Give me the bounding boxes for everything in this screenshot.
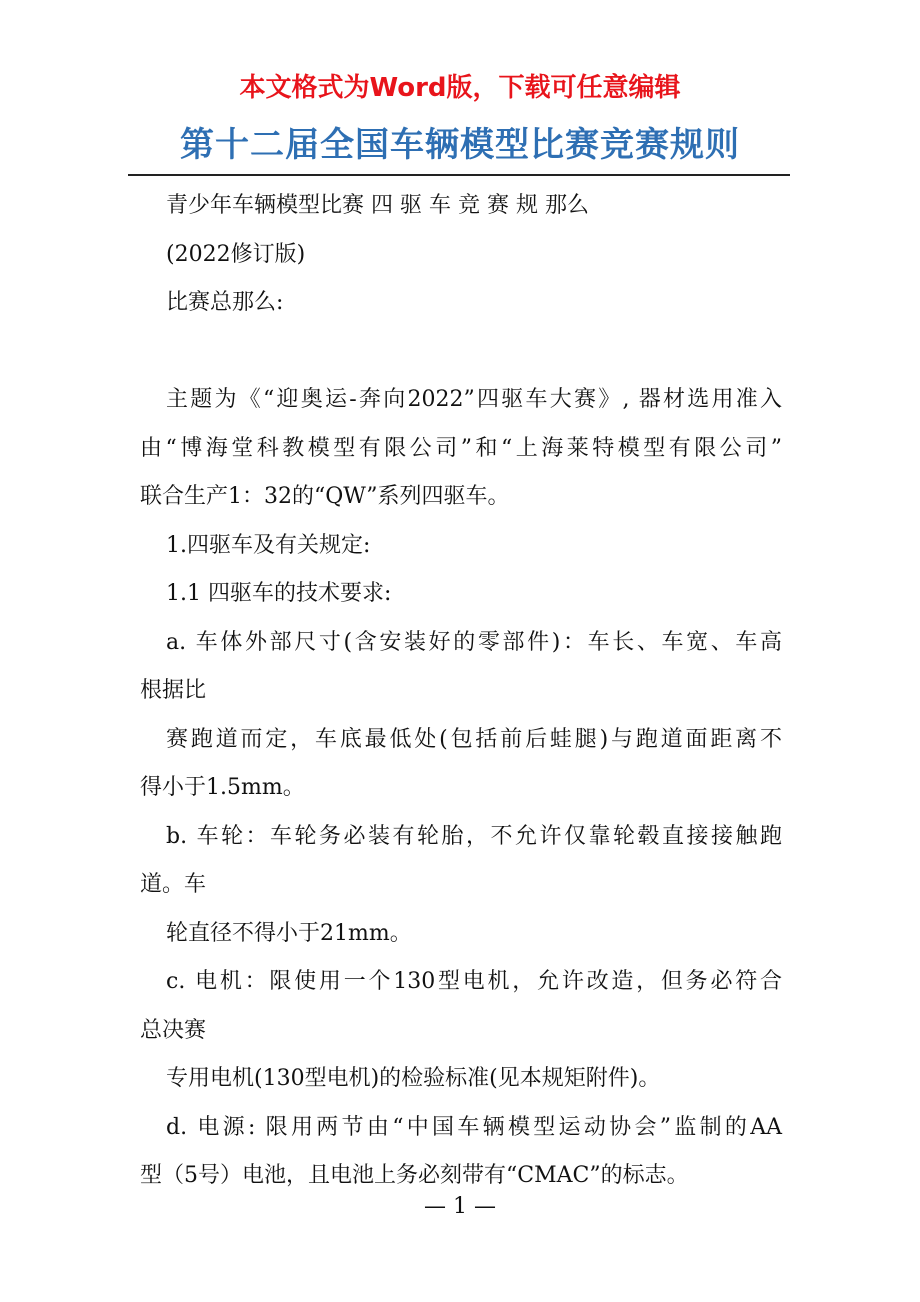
paragraph-line: 轮直径不得小于21mm。 [166, 920, 412, 946]
download-banner: 本文格式为Word版，下载可任意编辑 [239, 73, 681, 103]
paragraph-line: 道。车 [140, 872, 207, 897]
paragraph-line: 主题为《“迎奥运-奔向2022”四驱车大赛》, 器材选用准入 [166, 387, 782, 412]
paragraph-line: d. 电源: 限用两节由“中国车辆模型运动协会”监制的AA [166, 1114, 782, 1140]
blank-line [140, 328, 782, 377]
paragraph-line: a. 车体外部尺寸(含安装好的零部件)：车长、车宽、车高 [166, 629, 782, 655]
document-body [140, 182, 782, 1201]
paragraph-line: 得小于1.5mm。 [140, 775, 305, 800]
paragraph-line: 专用电机(130型电机)的检验标准(见本规矩附件)。 [166, 1066, 661, 1091]
paragraph-line: (2022修订版) [166, 241, 306, 267]
paragraph-line: 青少年车辆模型比赛 四 驱 车 竞 赛 规 那么 [166, 193, 589, 218]
paragraph-line: 1.1 四驱车的技术要求: [166, 581, 392, 606]
paragraph-line: 型（5号）电池，且电池上务必刻带有“CMAC”的标志。 [140, 1163, 689, 1188]
document-title: 第十二届全国车辆模型比赛竞赛规则 [180, 125, 740, 165]
paragraph-line: 联合生产1：32的“QW”系列四驱车。 [140, 484, 510, 509]
paragraph-line: 由“博海堂科教模型有限公司”和“上海莱特模型有限公司” [140, 435, 782, 461]
paragraph-line: 根据比 [140, 678, 207, 703]
paragraph-line: c. 电机：限使用一个130型电机，允许改造，但务必符合 [166, 969, 782, 994]
title-divider [128, 174, 790, 176]
paragraph-line: 比赛总那么: [166, 290, 284, 315]
paragraph-line: b. 车轮：车轮务必装有轮胎，不允许仅靠轮毂直接接触跑 [166, 823, 782, 849]
paragraph-line: 总决赛 [140, 1017, 207, 1043]
paragraph-line: 赛跑道而定，车底最低处(包括前后蛙腿)与跑道面距离不 [166, 726, 782, 752]
paragraph-line: 1.四驱车及有关规定: [166, 532, 371, 558]
page-number: — 1 — [424, 1194, 496, 1219]
